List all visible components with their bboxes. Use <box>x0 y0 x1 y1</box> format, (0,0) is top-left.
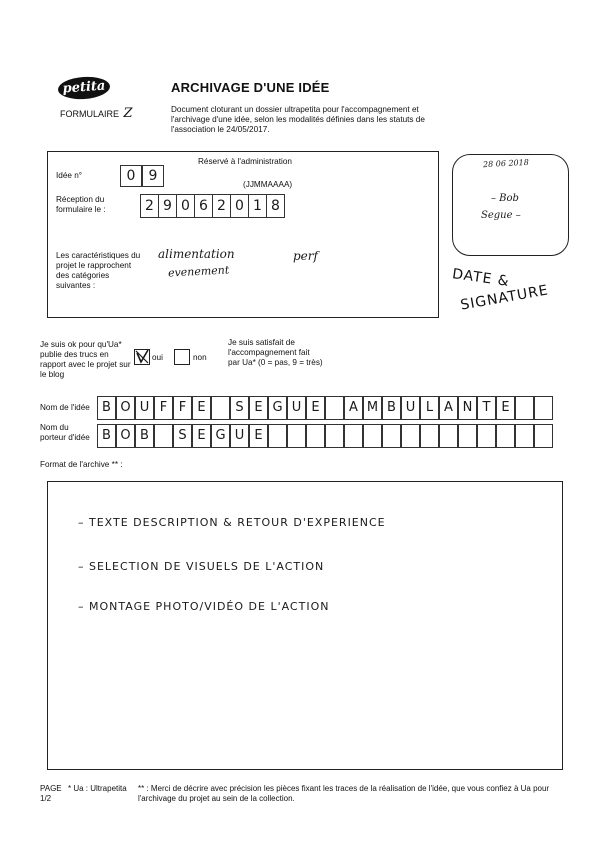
bearer-name-char-19 <box>439 424 458 448</box>
consent-yes-checkbox[interactable] <box>134 349 150 365</box>
bearer-name-char-12 <box>306 424 325 448</box>
bearer-name-char-7: G <box>211 424 230 448</box>
idea-name-char-10: G <box>268 396 287 420</box>
ultrapetita-logo: petita <box>57 75 110 101</box>
consent-no-checkbox[interactable] <box>174 349 190 365</box>
idea-name-char-8: S <box>230 396 249 420</box>
idea-name-char-19: A <box>439 396 458 420</box>
bearer-name-char-6: E <box>192 424 211 448</box>
date-format-hint: (JJMMAAAA) <box>243 180 293 189</box>
admin-heading: Réservé à l'administration <box>198 157 292 166</box>
idea-name-char-7 <box>211 396 230 420</box>
idea-number-digit-1: 0 <box>120 165 142 187</box>
idea-name-char-5: F <box>173 396 192 420</box>
page-title: ARCHIVAGE D'UNE IDÉE <box>171 80 330 95</box>
bearer-name-char-15 <box>363 424 382 448</box>
form-label-text: FORMULAIRE <box>60 109 120 119</box>
blog-consent-question: Je suis ok pour qu'Ua* publie des trucs en rapport avec le projet sur le blog <box>40 340 131 379</box>
bearer-name-char-21 <box>477 424 496 448</box>
bearer-name-char-1: B <box>97 424 116 448</box>
bearer-name-char-11 <box>287 424 306 448</box>
bearer-name-field[interactable] <box>97 424 577 448</box>
characteristic-3: evenement <box>167 263 230 280</box>
bearer-name-char-18 <box>420 424 439 448</box>
reception-digit-4: 6 <box>194 194 213 218</box>
idea-number-digit-2: 9 <box>142 165 164 187</box>
idea-name-char-23 <box>515 396 534 420</box>
bearer-name-char-5: S <box>173 424 192 448</box>
characteristic-1: alimentation <box>158 247 235 261</box>
idea-name-char-22: E <box>496 396 515 420</box>
signature-box[interactable] <box>452 154 569 256</box>
bearer-name-char-24 <box>534 424 553 448</box>
page-number: PAGE 1/2 <box>40 784 62 803</box>
bearer-name-char-13 <box>325 424 344 448</box>
idea-number-label: Idée n° <box>56 171 83 180</box>
admin-section <box>47 151 439 318</box>
bearer-name-char-9: E <box>249 424 268 448</box>
bearer-name-char-4 <box>154 424 173 448</box>
archive-line-2: – SELECTION DE VISUELS DE L'ACTION <box>78 560 325 573</box>
signature-caption-line2: SIGNATURE <box>459 282 550 314</box>
idea-name-char-11: U <box>287 396 306 420</box>
idea-name-char-1: B <box>97 396 116 420</box>
idea-name-char-24 <box>534 396 553 420</box>
reception-digit-6: 0 <box>230 194 249 218</box>
idea-name-char-4: F <box>154 396 173 420</box>
idea-name-char-12: E <box>306 396 325 420</box>
archive-format-box[interactable] <box>47 481 563 770</box>
idea-name-field[interactable] <box>97 396 577 420</box>
signature-date: 28 06 2018 <box>482 157 530 170</box>
idea-name-char-6: E <box>192 396 211 420</box>
idea-name-char-16: B <box>382 396 401 420</box>
idea-name-char-2: O <box>116 396 135 420</box>
idea-name-char-18: L <box>420 396 439 420</box>
signature-name-line1: – Bob <box>491 193 519 204</box>
reception-digit-7: 1 <box>248 194 267 218</box>
characteristics-label: Les caractéristiques du projet le rapprochent des catégories suivantes : <box>56 251 141 290</box>
reception-digit-1: 2 <box>140 194 159 218</box>
signature-name-line2: Segue – <box>481 210 521 221</box>
archive-line-3: – MONTAGE PHOTO/VIDÉO DE L'ACTION <box>78 600 330 613</box>
idea-name-char-14: A <box>344 396 363 420</box>
characteristic-2: perf <box>293 249 318 263</box>
bearer-name-char-16 <box>382 424 401 448</box>
idea-name-char-21: T <box>477 396 496 420</box>
bearer-name-char-23 <box>515 424 534 448</box>
idea-name-char-15: M <box>363 396 382 420</box>
bearer-name-char-2: O <box>116 424 135 448</box>
signature-caption-line1: DATE & <box>451 266 511 290</box>
archive-line-1: – TEXTE DESCRIPTION & RETOUR D'EXPERIENCE <box>78 516 386 529</box>
reception-digit-8: 8 <box>266 194 285 218</box>
reception-date-field[interactable] <box>140 194 300 218</box>
bearer-name-char-10 <box>268 424 287 448</box>
idea-number-field[interactable] <box>120 165 170 187</box>
bearer-name-char-20 <box>458 424 477 448</box>
bearer-name-char-14 <box>344 424 363 448</box>
bearer-name-char-3: B <box>135 424 154 448</box>
archive-format-label: Format de l'archive ** : <box>40 460 123 469</box>
reception-label: Réception du formulaire le : <box>56 195 106 214</box>
intro-text: Document cloturant un dossier ultrapetita pour l'accompagnement et l'archivage d'une idée, selon les modalités définies dans les statuts de l'association le 24/05/2017. <box>171 105 425 134</box>
bearer-name-char-17 <box>401 424 420 448</box>
reception-digit-3: 0 <box>176 194 195 218</box>
idea-name-char-9: E <box>249 396 268 420</box>
consent-no-label: non <box>193 353 207 362</box>
ua-footnote: * Ua : Ultrapetita <box>68 784 127 793</box>
bearer-name-char-22 <box>496 424 515 448</box>
archive-footnote: ** : Merci de décrire avec précision les pièces fixant les traces de la réalisation de l'idée, que vous confiez à Ua pour l'archivage du projet au sein de la collection. <box>138 784 550 803</box>
reception-digit-2: 9 <box>158 194 177 218</box>
idea-name-char-17: U <box>401 396 420 420</box>
idea-name-char-20: N <box>458 396 477 420</box>
satisfaction-label: Je suis satisfait de l'accompagnement fait par Ua* (0 = pas, 9 = très) <box>228 338 323 367</box>
bearer-name-label: Nom du porteur d'idée <box>40 423 90 442</box>
form-letter: Z <box>123 106 133 121</box>
idea-name-label: Nom de l'idée <box>40 403 90 412</box>
checkmark-icon <box>135 350 149 364</box>
idea-name-char-3: U <box>135 396 154 420</box>
form-label <box>60 106 133 121</box>
consent-yes-label: oui <box>152 353 163 362</box>
bearer-name-char-8: U <box>230 424 249 448</box>
reception-digit-5: 2 <box>212 194 231 218</box>
idea-name-char-13 <box>325 396 344 420</box>
